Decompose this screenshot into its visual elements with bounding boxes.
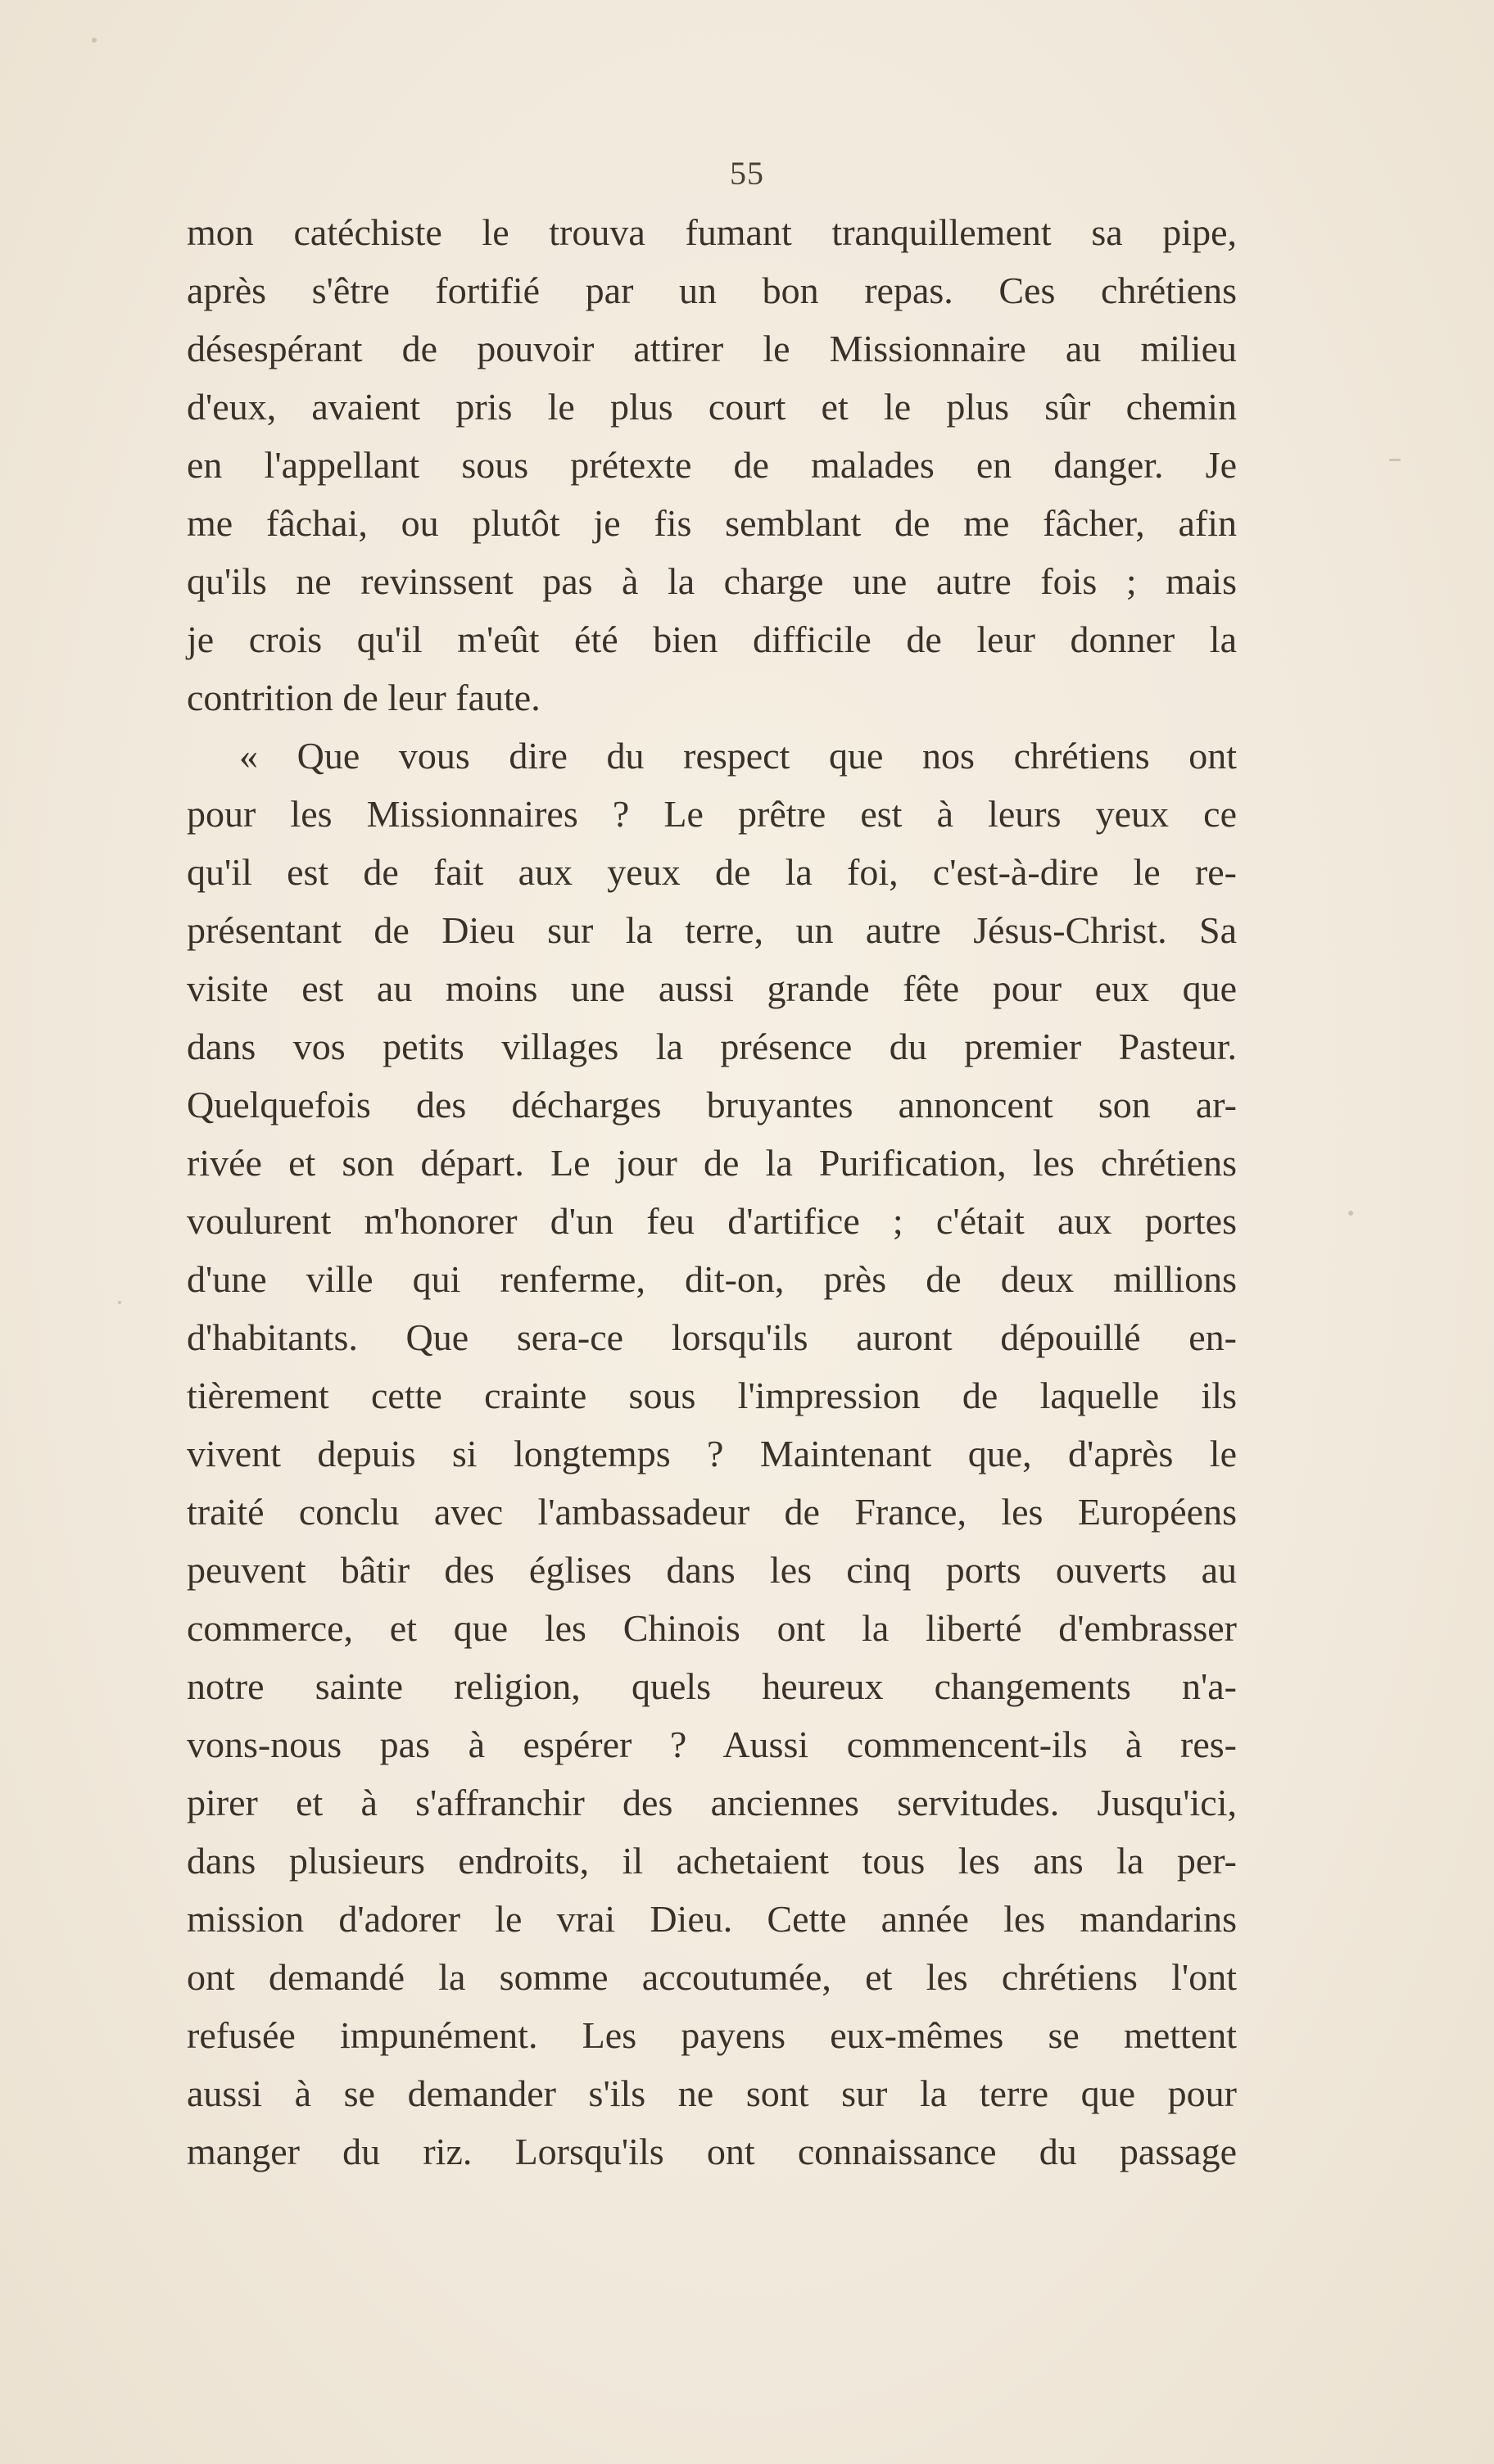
text-line: dans vos petits villages la présence du premier Pasteur. — [187, 1026, 1237, 1067]
text-line: notre sainte religion, quels heureux changements n'a- — [187, 1665, 1237, 1707]
text-line: traité conclu avec l'ambassadeur de France, les Européens — [187, 1491, 1237, 1533]
body-text — [187, 203, 1237, 2181]
text-line: mon catéchiste le trouva fumant tranquillement sa pipe, — [187, 211, 1237, 253]
text-line: pirer et à s'affranchir des anciennes servitudes. Jusqu'ici, — [187, 1782, 1237, 1823]
paper-speck — [92, 38, 97, 43]
text-line: tièrement cette crainte sous l'impression de laquelle ils — [187, 1375, 1237, 1416]
text-line: me fâchai, ou plutôt je fis semblant de me fâcher, afin — [187, 502, 1237, 544]
text-line: d'habitants. Que sera-ce lorsqu'ils auront dépouillé en- — [187, 1316, 1237, 1358]
paper-speck — [1389, 459, 1401, 461]
text-line: Quelquefois des décharges bruyantes annoncent son ar- — [187, 1084, 1237, 1126]
text-line: contrition de leur faute. — [187, 677, 541, 718]
text-line: d'une ville qui renferme, dit-on, près de deux millions — [187, 1258, 1237, 1300]
text-line: en l'appellant sous prétexte de malades en danger. Je — [187, 444, 1237, 486]
text-line: vivent depuis si longtemps ? Maintenant que, d'après le — [187, 1433, 1237, 1474]
text-line: après s'être fortifié par un bon repas. Ces chrétiens — [187, 270, 1237, 311]
paper-speck — [118, 1301, 121, 1304]
text-line: mission d'adorer le vrai Dieu. Cette année les mandarins — [187, 1898, 1237, 1940]
text-line: refusée impunément. Les payens eux-mêmes se mettent — [187, 2014, 1237, 2056]
text-line: peuvent bâtir des églises dans les cinq ports ouverts au — [187, 1549, 1237, 1591]
paragraph-start-line: « Que vous dire du respect que nos chrétiens ont — [239, 735, 1237, 777]
page-number: 55 — [730, 155, 764, 192]
text-line: aussi à se demander s'ils ne sont sur la terre que pour — [187, 2072, 1237, 2114]
text-line: vons-nous pas à espérer ? Aussi commencent-ils à res- — [187, 1723, 1237, 1765]
text-line: manger du riz. Lorsqu'ils ont connaissance du passage — [187, 2131, 1237, 2172]
text-line: ont demandé la somme accoutumée, et les chrétiens l'ont — [187, 1956, 1237, 1998]
text-line: présentant de Dieu sur la terre, un autre Jésus-Christ. Sa — [187, 909, 1237, 951]
paper-speck — [1348, 1211, 1353, 1216]
text-line: qu'il est de fait aux yeux de la foi, c'est-à-dire le re- — [187, 851, 1237, 893]
text-line: qu'ils ne revinssent pas à la charge une autre fois ; mais — [187, 560, 1237, 602]
text-line: dans plusieurs endroits, il achetaient tous les ans la per- — [187, 1840, 1237, 1882]
text-line: commerce, et que les Chinois ont la liberté d'embrasser — [187, 1607, 1237, 1649]
text-line: visite est au moins une aussi grande fête pour eux que — [187, 967, 1237, 1009]
text-line: voulurent m'honorer d'un feu d'artifice ; c'était aux portes — [187, 1200, 1237, 1242]
text-line: je crois qu'il m'eût été bien difficile de leur donner la — [187, 618, 1237, 660]
text-line: désespérant de pouvoir attirer le Missionnaire au milieu — [187, 328, 1237, 369]
text-line: d'eux, avaient pris le plus court et le plus sûr chemin — [187, 386, 1237, 428]
text-line: rivée et son départ. Le jour de la Purification, les chrétiens — [187, 1142, 1237, 1184]
text-line: pour les Missionnaires ? Le prêtre est à leurs yeux ce — [187, 793, 1237, 835]
